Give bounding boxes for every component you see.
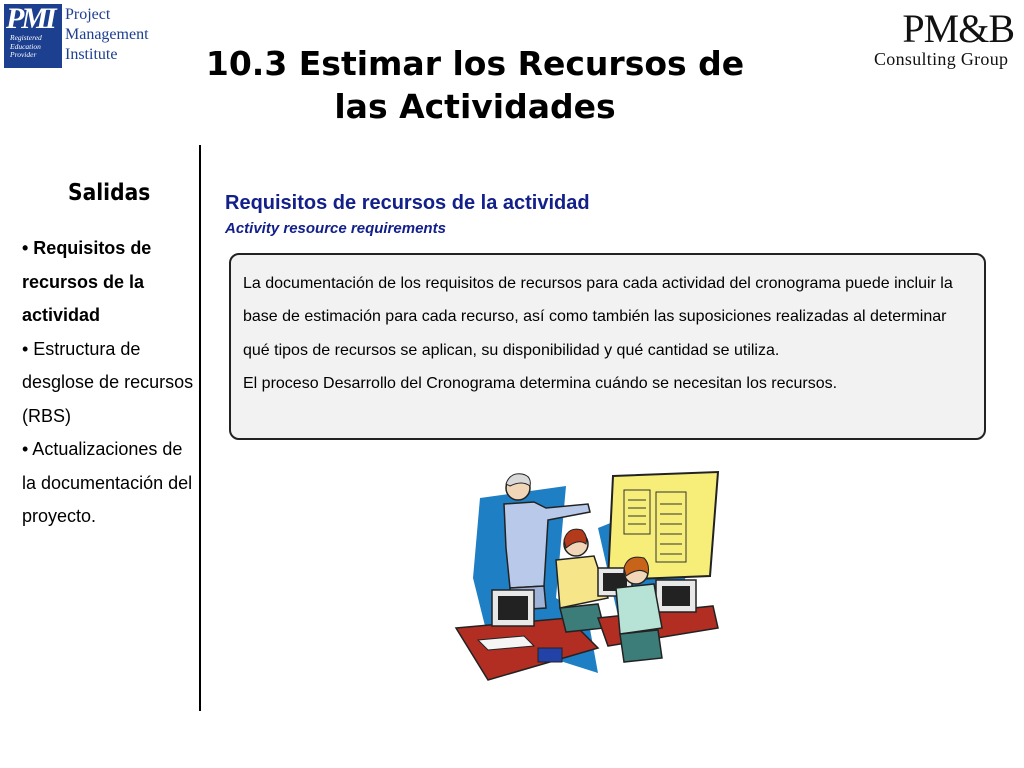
pmi-mark-caption-line: Registered — [10, 33, 42, 42]
description-paragraph: La documentación de los requisitos de recursos para cada actividad del cronograma puede incluir la base de estimación para cada recurso, así como también las suposiciones realizadas al determinar qué tipos de recursos se aplican, su disponibilidad y qué cantidad se utiliza. — [243, 275, 953, 359]
outputs-list-item: • Requisitos de recursos de la actividad — [22, 238, 152, 325]
outputs-list-item: • Actualizaciones de la documentación del proyecto. — [22, 439, 193, 526]
pmb-logo-main: PM&B — [902, 6, 1014, 51]
slide-title-line-2: las Actividades — [334, 87, 616, 126]
pmb-logo-sub: Consulting Group — [874, 49, 1009, 69]
slide-title — [195, 42, 755, 128]
description-box — [229, 253, 986, 440]
pmi-word: Institute — [65, 46, 118, 63]
pmi-mark-caption — [10, 34, 42, 60]
slide-title-line-1: 10.3 Estimar los Recursos de — [205, 44, 745, 83]
outputs-list-item: • Estructura de desglose de recursos (RBS) — [22, 338, 194, 426]
pmi-mark-caption-line: Provider — [10, 50, 37, 59]
pmi-mark-caption-line: Education — [10, 41, 41, 51]
pmi-mark-icon — [4, 4, 62, 68]
description-paragraph: El proceso Desarrollo del Cronograma determina cuándo se necesitan los recursos. — [243, 374, 838, 392]
pmi-logo — [4, 4, 154, 70]
pmi-word: Management — [65, 26, 149, 43]
column-divider — [199, 145, 201, 711]
outputs-list — [22, 232, 197, 534]
pmb-logo — [866, 8, 1014, 68]
pmi-wordmark — [65, 5, 149, 65]
section-subheading: Activity resource requirements — [225, 220, 446, 237]
outputs-heading: Salidas — [68, 180, 151, 206]
pmi-word: Project — [65, 6, 111, 23]
section-heading: Requisitos de recursos de la actividad — [225, 192, 590, 214]
pmi-mark-letters: PMI — [6, 2, 54, 35]
office-team-clipart-icon — [448, 468, 723, 686]
